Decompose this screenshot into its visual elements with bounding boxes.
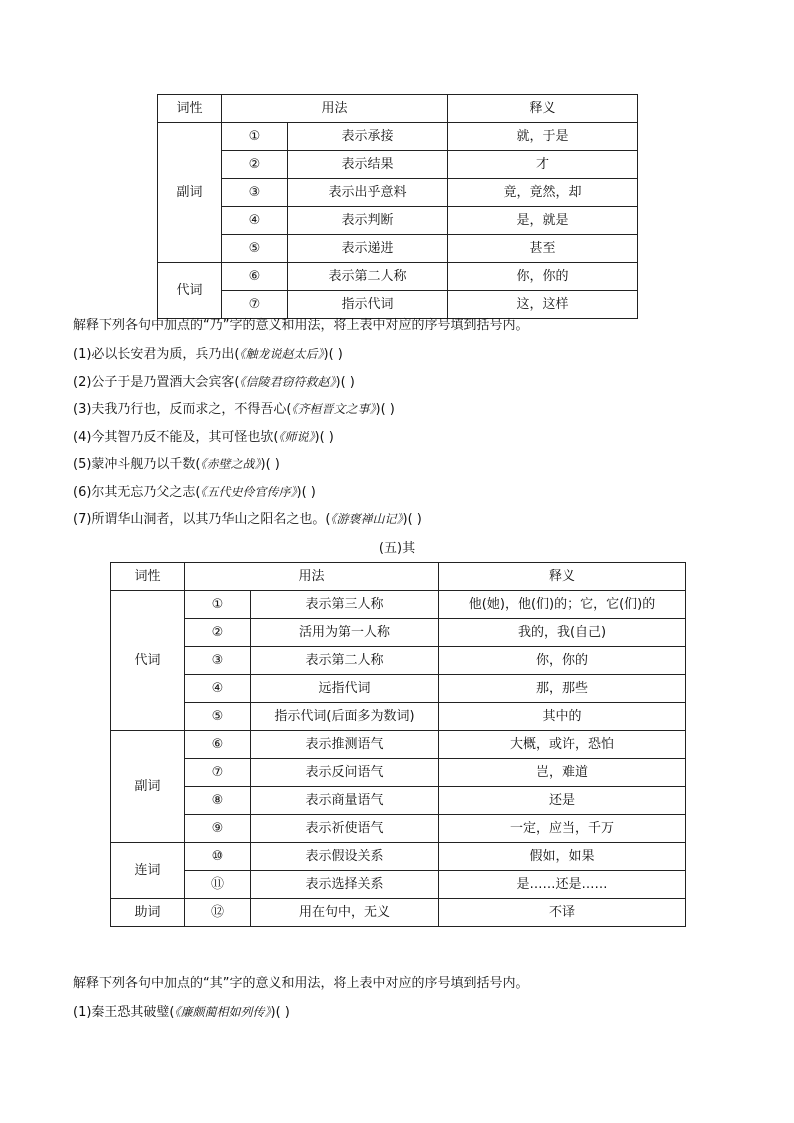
usage-cell: 用在句中，无义 [251,899,439,927]
section-heading-qi: (五)其 [378,541,416,556]
usage-cell: 表示祈使语气 [251,815,439,843]
meaning-cell: 是……还是…… [439,871,686,899]
meaning-cell: 不译 [439,899,686,927]
question-text: (1)必以长安君为质，兵乃出( [73,347,240,362]
header-meaning: 释义 [439,563,686,591]
usage-cell: 表示第三人称 [251,591,439,619]
pos-cell: 代词 [158,263,222,319]
num-cell: ④ [222,207,288,235]
meaning-cell: 还是 [439,787,686,815]
pos-cell: 助词 [111,899,185,927]
question-text: (4)今其智乃反不能及，其可怪也欤( [73,430,279,445]
num-cell: ⑫ [185,899,251,927]
table-header-row [111,563,686,591]
question-source: 《廉颇蔺相如列传》 [174,1005,271,1019]
question-line [73,374,355,391]
question-source: 《师说》 [278,430,315,444]
table-row [158,123,638,151]
question-line [73,484,316,501]
question-text: (6)尔其无忘乃父之志( [73,485,201,500]
table-row [111,899,686,927]
meaning-cell: 你，你的 [439,647,686,675]
answer-blank[interactable]: )( ) [402,512,422,527]
question-source: 《五代史伶官传序》 [200,485,297,499]
meaning-cell: 这，这样 [448,291,638,319]
meaning-cell: 才 [448,151,638,179]
question-line [73,401,395,418]
question-text: (2)公子于是乃置酒大会宾客( [73,375,240,390]
num-cell: ② [185,619,251,647]
num-cell: ⑨ [185,815,251,843]
answer-blank[interactable]: )( ) [314,430,334,445]
meaning-cell: 假如，如果 [439,843,686,871]
header-usage: 用法 [222,95,448,123]
table-row [158,179,638,207]
num-cell: ⑪ [185,871,251,899]
num-cell: ⑩ [185,843,251,871]
usage-cell: 表示承接 [288,123,448,151]
header-meaning: 释义 [448,95,638,123]
answer-blank[interactable]: )( ) [260,457,280,472]
table-row [158,207,638,235]
meaning-cell: 我的，我(自己) [439,619,686,647]
table-row [111,843,686,871]
answer-blank[interactable]: )( ) [270,1005,290,1020]
header-pos: 词性 [111,563,185,591]
table-row [111,815,686,843]
usage-cell: 表示第二人称 [288,263,448,291]
meaning-cell: 那，那些 [439,675,686,703]
usage-cell: 指示代词 [288,291,448,319]
header-usage: 用法 [185,563,439,591]
num-cell: ⑥ [222,263,288,291]
num-cell: ⑤ [185,703,251,731]
pos-cell: 副词 [158,123,222,263]
meaning-cell: 一定，应当，千万 [439,815,686,843]
usage-cell: 表示反问语气 [251,759,439,787]
num-cell: ⑥ [185,731,251,759]
table-row [158,235,638,263]
num-cell: ① [185,591,251,619]
table-qi [110,562,686,927]
table-row [111,703,686,731]
answer-blank[interactable]: )( ) [323,347,343,362]
num-cell: ④ [185,675,251,703]
pos-cell: 连词 [111,843,185,899]
table-row [111,787,686,815]
table-row [158,263,638,291]
question-source: 《齐桓晋文之事》 [291,402,376,416]
question-line [73,346,343,363]
usage-cell: 活用为第一人称 [251,619,439,647]
meaning-cell: 岂，难道 [439,759,686,787]
pos-cell: 副词 [111,731,185,843]
usage-cell: 表示出乎意料 [288,179,448,207]
answer-blank[interactable]: )( ) [335,375,355,390]
question-source: 《赤壁之战》 [200,457,261,471]
meaning-cell: 你，你的 [448,263,638,291]
table-row [158,291,638,319]
table-row [111,759,686,787]
pos-cell: 代词 [111,591,185,731]
num-cell: ① [222,123,288,151]
table-row [111,619,686,647]
num-cell: ⑦ [185,759,251,787]
question-text: (7)所谓华山洞者，以其乃华山之阳名之也。( [73,512,331,527]
usage-cell: 远指代词 [251,675,439,703]
instruction-nai: 解释下列各句中加点的“乃”字的意义和用法，将上表中对应的序号填到括号内。 [73,318,529,333]
meaning-cell: 就，于是 [448,123,638,151]
num-cell: ③ [222,179,288,207]
usage-cell: 指示代词(后面多为数词) [251,703,439,731]
table-row [158,151,638,179]
table-row [111,591,686,619]
header-pos: 词性 [158,95,222,123]
question-line [73,1004,290,1021]
question-text: (1)秦王恐其破璧( [73,1005,175,1020]
instruction-qi: 解释下列各句中加点的“其”字的意义和用法，将上表中对应的序号填到括号内。 [73,976,529,991]
meaning-cell: 其中的 [439,703,686,731]
usage-cell: 表示商量语气 [251,787,439,815]
question-line [73,429,334,446]
meaning-cell: 他(她)，他(们)的；它，它(们)的 [439,591,686,619]
usage-cell: 表示推测语气 [251,731,439,759]
table-row [111,871,686,899]
usage-cell: 表示递进 [288,235,448,263]
table-row [111,647,686,675]
table-header-row [158,95,638,123]
table-row [111,675,686,703]
question-text: (5)蒙冲斗舰乃以千数( [73,457,201,472]
num-cell: ⑧ [185,787,251,815]
usage-cell: 表示假设关系 [251,843,439,871]
question-source: 《信陵君窃符救赵》 [239,375,336,389]
num-cell: ⑤ [222,235,288,263]
usage-cell: 表示第二人称 [251,647,439,675]
num-cell: ③ [185,647,251,675]
num-cell: ② [222,151,288,179]
question-line [73,456,280,473]
table-nai [157,94,638,319]
question-line [73,511,422,528]
question-text: (3)夫我乃行也，反而求之，不得吾心( [73,402,292,417]
usage-cell: 表示选择关系 [251,871,439,899]
answer-blank[interactable]: )( ) [296,485,316,500]
answer-blank[interactable]: )( ) [375,402,395,417]
meaning-cell: 大概，或许，恐怕 [439,731,686,759]
meaning-cell: 甚至 [448,235,638,263]
meaning-cell: 是，就是 [448,207,638,235]
usage-cell: 表示结果 [288,151,448,179]
question-source: 《触龙说赵太后》 [239,347,324,361]
num-cell: ⑦ [222,291,288,319]
meaning-cell: 竟，竟然，却 [448,179,638,207]
question-source: 《游褒禅山记》 [330,512,403,526]
usage-cell: 表示判断 [288,207,448,235]
table-row [111,731,686,759]
